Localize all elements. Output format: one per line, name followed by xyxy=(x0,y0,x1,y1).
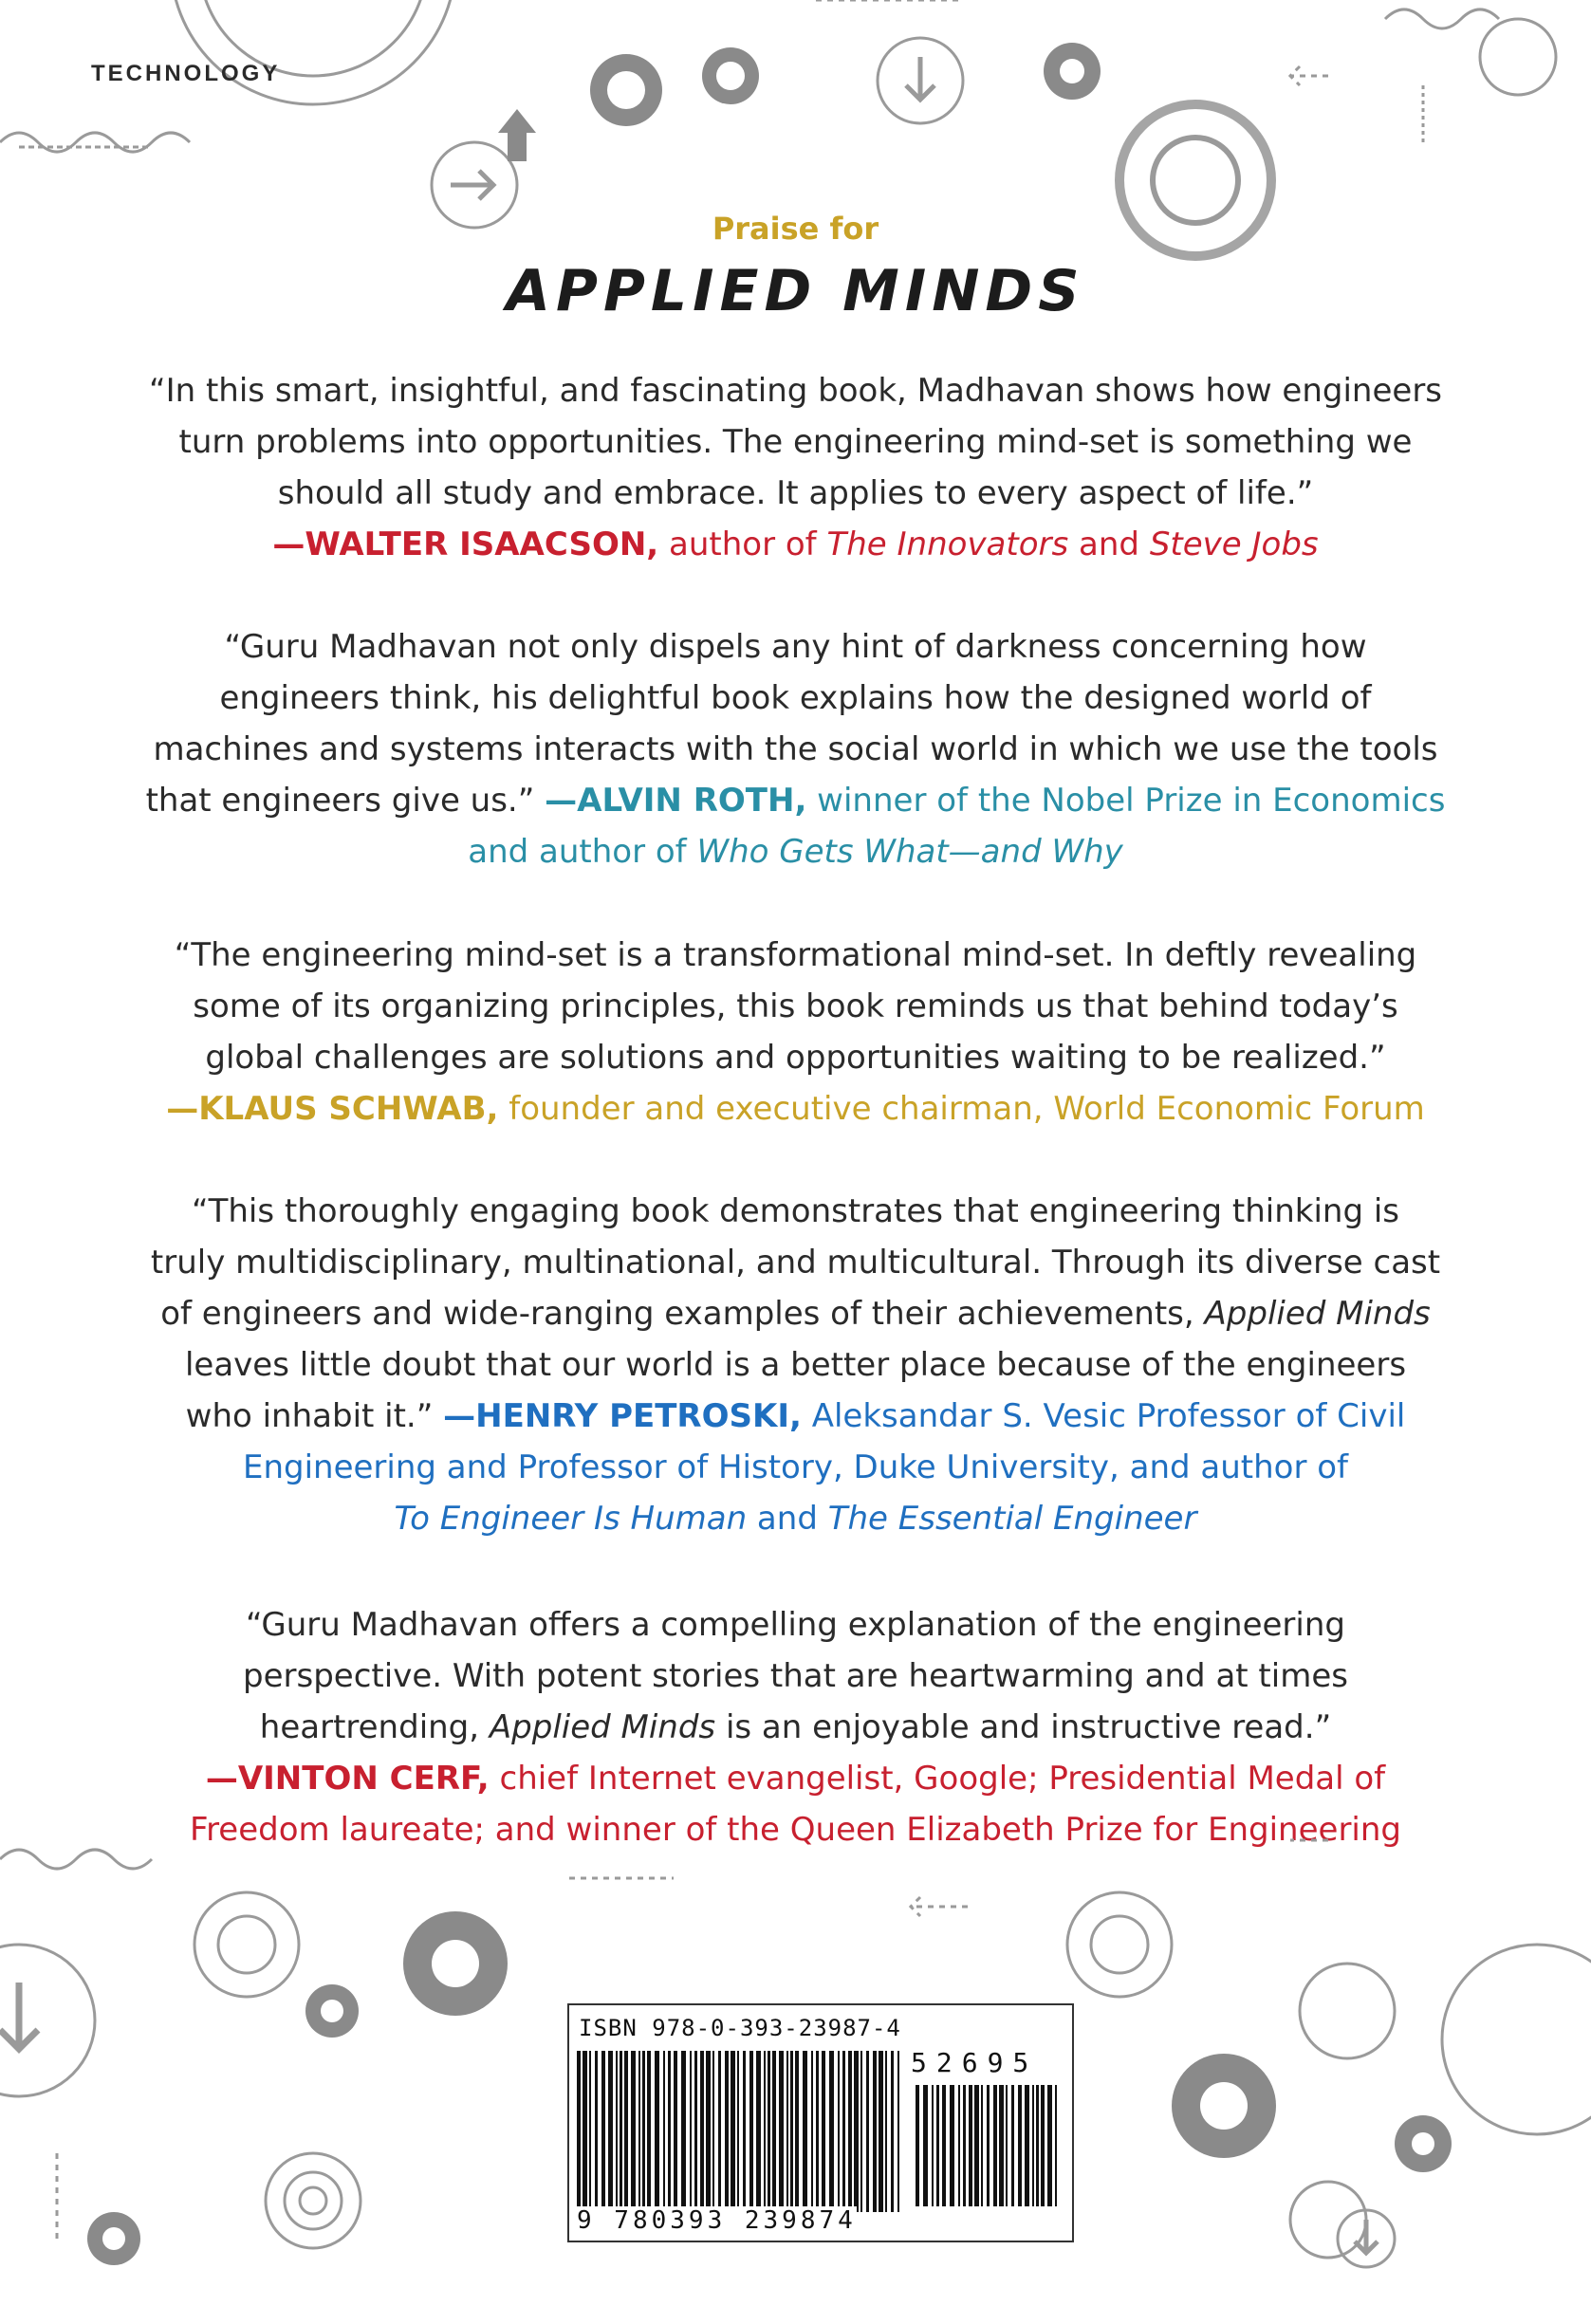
barcode-bar xyxy=(668,2051,671,2212)
barcode-bar xyxy=(663,2051,665,2212)
quote-text xyxy=(95,621,1496,826)
barcode-bar xyxy=(595,2051,598,2212)
barcode-bar xyxy=(616,2051,618,2212)
blurb-roth xyxy=(95,621,1496,877)
book-title-ref: Applied Minds xyxy=(489,1708,716,1746)
barcode-bar xyxy=(756,2051,761,2212)
quote-line xyxy=(95,1702,1496,1753)
barcode-bar xyxy=(958,2085,960,2206)
quote-line: “This thoroughly engaging book demonstrates that engineering thinking is xyxy=(191,1192,1399,1230)
barcode-bar xyxy=(772,2051,776,2212)
attribution-continued xyxy=(95,826,1496,877)
barcode-bar xyxy=(1036,2085,1039,2206)
price-code: 52695 xyxy=(911,2047,1039,2078)
quote-line: perspective. With potent stories that are heartwarming and at times xyxy=(243,1657,1348,1695)
quote-text xyxy=(95,365,1496,519)
attribution xyxy=(95,1083,1496,1134)
arrow-circle-icon xyxy=(0,1945,95,2096)
quote-line: “Guru Madhavan not only dispels any hint of darkness concerning how xyxy=(224,628,1367,666)
barcode-bar xyxy=(848,2051,852,2212)
gear-icon xyxy=(1067,1892,1172,1997)
barcode-bar xyxy=(768,2051,770,2212)
blurb-schwab xyxy=(95,930,1496,1134)
barcode-bar xyxy=(969,2085,972,2206)
barcode-bar xyxy=(1055,2085,1057,2206)
quote-line xyxy=(95,1391,1496,1442)
barcode-bar xyxy=(779,2051,784,2212)
barcode-bar xyxy=(999,2085,1004,2206)
barcode-bar xyxy=(624,2051,628,2212)
barcode-bar xyxy=(601,2051,605,2212)
barcode-bar xyxy=(700,2051,704,2212)
book-title-ref: Steve Jobs xyxy=(1149,526,1319,563)
quote-line-text: who inhabit it.” xyxy=(185,1397,434,1435)
author-name: —WALTER ISAACSON, xyxy=(272,526,659,563)
quote-line: global challenges are solutions and opportunities waiting to be realized.” xyxy=(205,1039,1386,1077)
barcode-bar xyxy=(790,2051,793,2212)
barcode-bar xyxy=(638,2051,640,2212)
barcode-bar xyxy=(942,2085,946,2206)
quote-line: should all study and embrace. It applies to every aspect of life.” xyxy=(277,474,1314,512)
barcode-bar xyxy=(885,2051,887,2212)
barcode-bar xyxy=(981,2085,983,2206)
attribution-text: founder and executive chairman, World Economic Forum xyxy=(498,1090,1425,1128)
attribution xyxy=(534,782,1445,820)
quote-line: engineers think, his delightful book explains how the designed world of xyxy=(219,679,1372,717)
author-name: —HENRY PETROSKI, xyxy=(443,1397,802,1435)
quote-text xyxy=(95,1599,1496,1753)
barcode-bar xyxy=(923,2085,928,2206)
quote-text xyxy=(95,930,1496,1083)
quote-line: leaves little doubt that our world is a better place because of the engineers xyxy=(184,1346,1407,1384)
barcode-bar xyxy=(936,2085,939,2206)
barcode-bar xyxy=(1025,2085,1029,2206)
attribution-text: and author of xyxy=(468,833,697,871)
book-title-ref: The Essential Engineer xyxy=(827,1500,1197,1538)
quote-line: machines and systems interacts with the social world in which we use the tools xyxy=(153,730,1438,768)
attribution-text: chief Internet evangelist, Google; Presidential Medal of xyxy=(489,1760,1386,1798)
barcode-bar xyxy=(860,2051,862,2212)
isbn-label: ISBN 978-0-393-23987-4 xyxy=(579,2015,901,2041)
barcode-bar xyxy=(737,2051,739,2212)
barcode-bar xyxy=(816,2051,819,2212)
barcode-bar xyxy=(655,2051,659,2212)
barcode-bar xyxy=(589,2051,591,2212)
quote-line: truly multidisciplinary, multinational, and multicultural. Through its diverse cast xyxy=(150,1244,1441,1282)
attribution-text: and xyxy=(747,1500,828,1538)
quote-line-text: that engineers give us.” xyxy=(145,782,535,820)
gear-icon xyxy=(266,2153,361,2248)
praise-for-heading: Praise for xyxy=(712,211,879,247)
quote-line: some of its organizing principles, this book reminds us that behind today’s xyxy=(193,987,1398,1025)
barcode-bar xyxy=(681,2051,686,2212)
book-title-ref: Who Gets What—and Why xyxy=(696,833,1123,871)
blurb-cerf xyxy=(95,1599,1496,1855)
barcode-bar xyxy=(803,2051,807,2212)
attribution xyxy=(95,519,1496,570)
barcode-bar xyxy=(1006,2085,1008,2206)
attribution-text: Aleksandar S. Vesic Professor of Civil xyxy=(801,1397,1406,1435)
barcode-bar xyxy=(583,2051,587,2212)
barcode-bar xyxy=(1011,2085,1014,2206)
quote-line-text: heartrending, xyxy=(259,1708,490,1746)
barcode-bar xyxy=(974,2085,979,2206)
barcode-bar xyxy=(838,2051,840,2212)
barcode-bar xyxy=(674,2051,677,2212)
barcode-bar xyxy=(873,2051,877,2212)
barcode-bar xyxy=(811,2051,813,2212)
isbn-barcode xyxy=(567,2003,1074,2242)
quote-line xyxy=(95,775,1496,826)
attribution-text: and xyxy=(1068,526,1150,563)
gear-icon xyxy=(1290,2182,1366,2258)
gear-icon xyxy=(1300,1964,1395,2058)
attribution xyxy=(433,1397,1405,1435)
barcode-bar xyxy=(1018,2085,1022,2206)
barcode-bar xyxy=(1041,2085,1045,2206)
barcode-bar xyxy=(987,2085,990,2206)
barcode-bar xyxy=(706,2051,711,2212)
barcode-bar xyxy=(897,2051,899,2212)
barcode-bar xyxy=(764,2051,766,2212)
attribution-text: Freedom laureate; and winner of the Queen Elizabeth Prize for Engineering xyxy=(189,1811,1401,1849)
barcode-bar xyxy=(891,2051,894,2212)
book-title-ref: The Innovators xyxy=(826,526,1069,563)
barcode-bar xyxy=(854,2051,859,2212)
attribution-text: author of xyxy=(658,526,827,563)
blurb-petroski xyxy=(95,1186,1496,1544)
barcode-bar xyxy=(690,2051,692,2212)
book-title-ref: Applied Minds xyxy=(1204,1295,1431,1333)
barcode-digits: 9 780393 239874 xyxy=(577,2206,857,2235)
barcode-bars xyxy=(577,2051,899,2212)
barcode-bar xyxy=(577,2051,581,2212)
quote-line: “In this smart, insightful, and fascinating book, Madhavan shows how engineers xyxy=(148,372,1443,410)
barcode-bar xyxy=(743,2051,746,2212)
quote-line: turn problems into opportunities. The engineering mind-set is something we xyxy=(178,423,1413,461)
barcode-bar xyxy=(647,2051,651,2212)
author-name: —KLAUS SCHWAB, xyxy=(166,1090,499,1128)
book-title-ref: To Engineer Is Human xyxy=(394,1500,748,1538)
barcode-bar xyxy=(963,2085,966,2206)
barcode-bar xyxy=(694,2051,697,2212)
author-name: —ALVIN ROTH, xyxy=(545,782,807,820)
barcode-bar xyxy=(822,2051,825,2212)
attribution-text: Engineering and Professor of History, Duke University, and author of xyxy=(242,1448,1349,1486)
price-barcode-bars xyxy=(916,2085,1058,2206)
barcode-bar xyxy=(1032,2085,1034,2206)
attribution-text: winner of the Nobel Prize in Economics xyxy=(806,782,1446,820)
barcode-bar xyxy=(829,2051,834,2212)
quote-line-text: of engineers and wide-ranging examples of their achievements, xyxy=(160,1295,1205,1333)
gear-icon xyxy=(1480,19,1556,95)
barcode-bar xyxy=(749,2051,753,2212)
barcode-bar xyxy=(631,2051,636,2212)
gear-icon xyxy=(194,1892,299,1997)
gear-icon xyxy=(1442,1945,1591,2134)
barcode-bar xyxy=(879,2051,883,2212)
barcode-bar xyxy=(786,2051,788,2212)
quote-line: “The engineering mind-set is a transformational mind-set. In deftly revealing xyxy=(174,936,1417,974)
barcode-bar xyxy=(725,2051,729,2212)
book-title: APPLIED MINDS xyxy=(506,258,1085,324)
barcode-bar xyxy=(842,2051,845,2212)
attribution-line xyxy=(95,1753,1496,1804)
barcode-bar xyxy=(731,2051,735,2212)
quote-line-text: is an enjoyable and instructive read.” xyxy=(715,1708,1332,1746)
barcode-bar xyxy=(993,2085,997,2206)
blurb-isaacson xyxy=(95,365,1496,570)
quote-line: “Guru Madhavan offers a compelling explanation of the engineering xyxy=(245,1606,1345,1644)
barcode-bar xyxy=(866,2051,869,2212)
barcode-bar xyxy=(916,2085,919,2206)
attribution-line xyxy=(95,1493,1496,1544)
attribution-continued xyxy=(95,1442,1496,1544)
barcode-bar xyxy=(950,2085,954,2206)
barcode-bar xyxy=(1047,2085,1052,2206)
author-name: —VINTON CERF, xyxy=(205,1760,490,1798)
barcode-bar xyxy=(932,2085,934,2206)
barcode-bar xyxy=(712,2051,714,2212)
barcode-bar xyxy=(718,2051,721,2212)
barcode-bar xyxy=(608,2051,613,2212)
barcode-bar xyxy=(642,2051,645,2212)
quote-line xyxy=(95,1288,1496,1339)
barcode-bar xyxy=(795,2051,799,2212)
quote-text xyxy=(95,1186,1496,1442)
category-label: TECHNOLOGY xyxy=(91,61,281,86)
barcode-bar xyxy=(620,2051,622,2212)
